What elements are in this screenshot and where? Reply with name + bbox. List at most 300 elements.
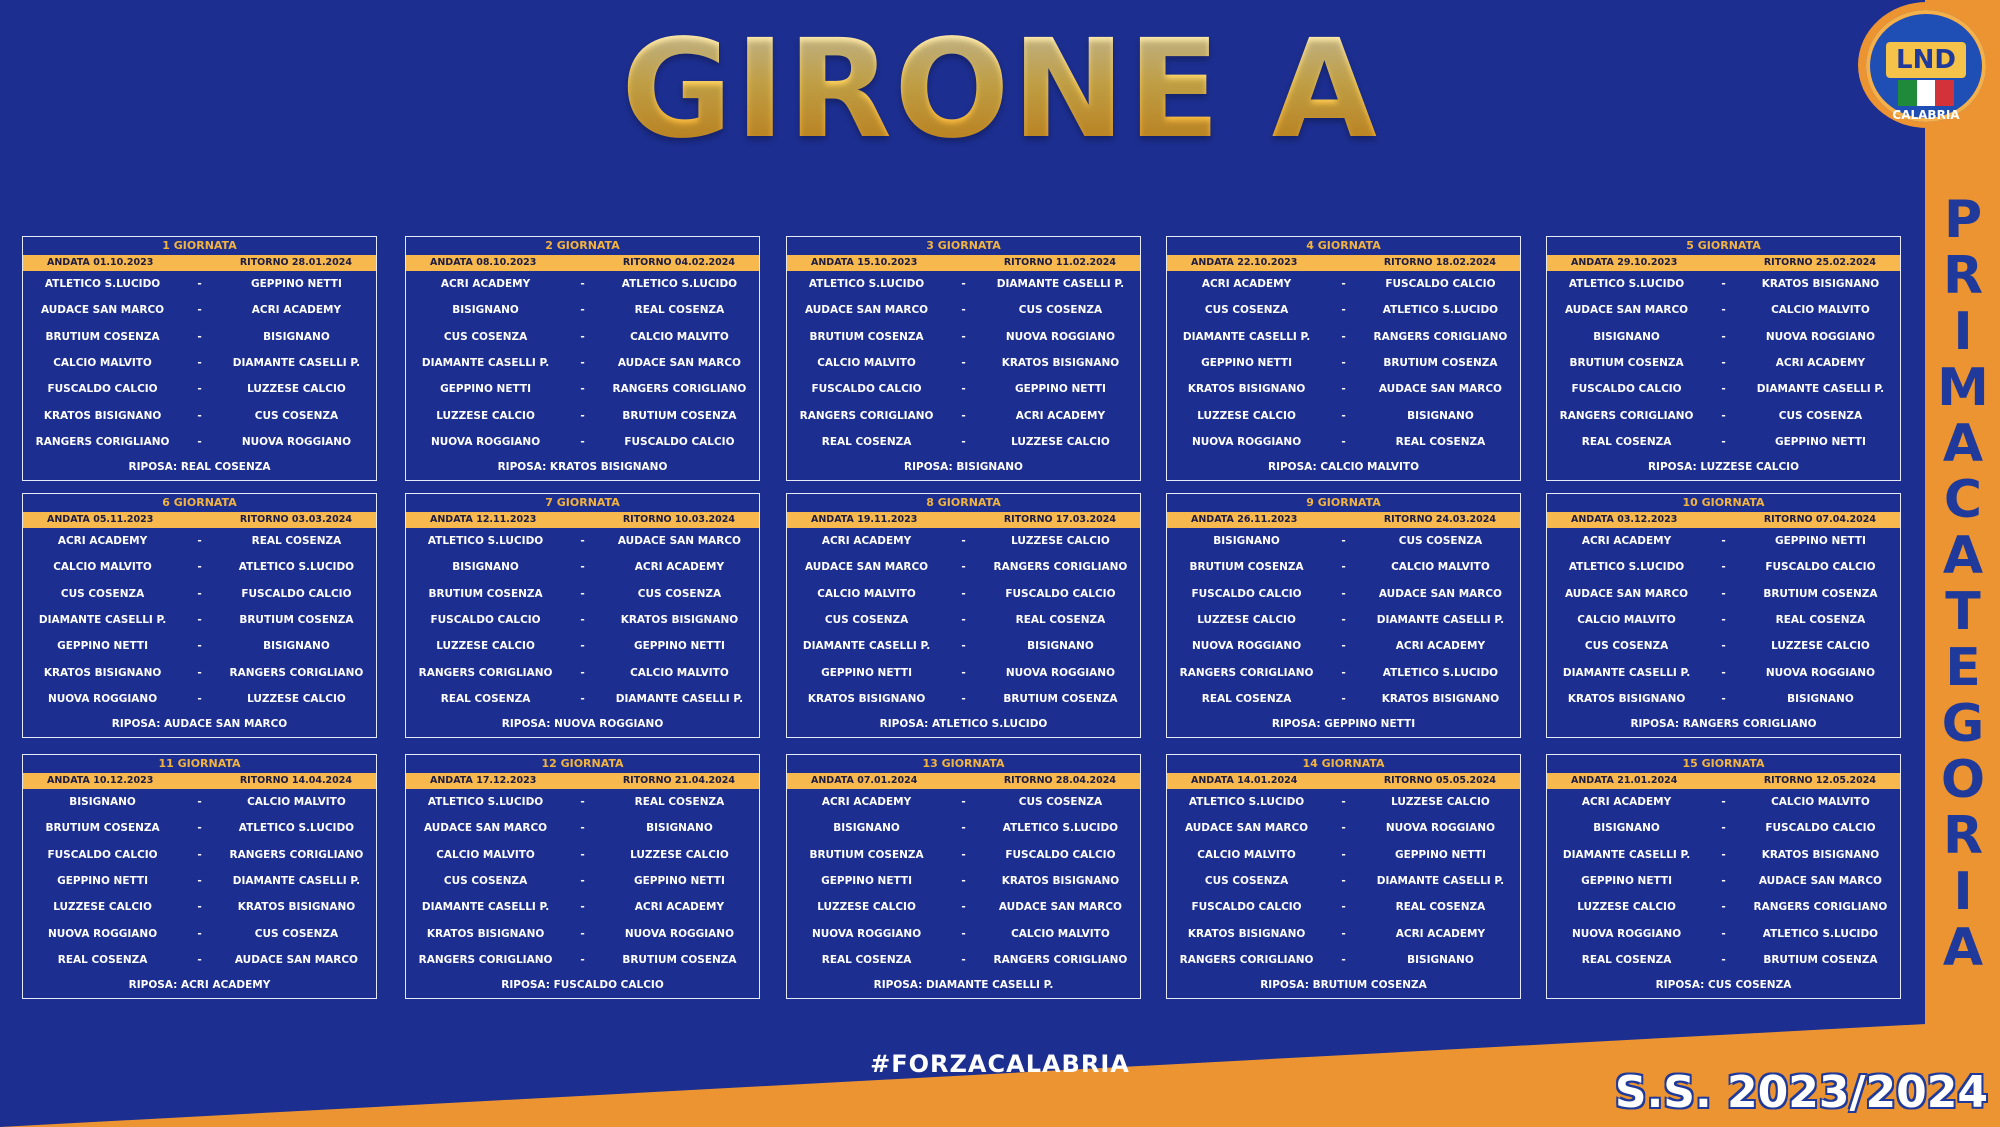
match-row [1167,920,1520,946]
match-row [23,350,376,376]
home-team: ACRI ACADEMY [1581,535,1672,548]
match-separator: - [1721,383,1726,396]
home-team: DIAMANTE CASELLI P. [421,357,550,370]
away-team: AUDACE SAN MARCO [998,901,1122,914]
home-team: BRUTIUM COSENZA [428,587,543,600]
home-team: CALCIO MALVITO [53,561,152,574]
side-title-letter: I [1953,302,1973,362]
round-title: 5 GIORNATA [1686,239,1761,252]
home-team: NUOVA ROGGIANO [47,692,158,705]
match-row [23,868,376,894]
match-row [406,815,759,841]
round-title: 10 GIORNATA [1682,496,1765,509]
match-row [23,607,376,633]
match-separator: - [1341,927,1346,940]
away-team: CUS COSENZA [637,587,722,600]
away-team: ATLETICO S.LUCIDO [1382,666,1499,679]
away-team: ATLETICO S.LUCIDO [621,278,738,291]
match-separator: - [580,278,585,291]
match-separator: - [1721,901,1726,914]
away-team: ATLETICO S.LUCIDO [1762,927,1879,940]
home-team: ATLETICO S.LUCIDO [427,535,544,548]
home-team: FUSCALDO CALCIO [47,383,158,396]
riposa-label: RIPOSA: AUDACE SAN MARCO [111,718,288,731]
match-row [1547,402,1900,428]
home-team: CALCIO MALVITO [1197,848,1296,861]
away-team: DIAMANTE CASELLI P. [232,875,361,888]
match-row [787,297,1140,323]
home-team: BRUTIUM COSENZA [45,822,160,835]
match-separator: - [1341,666,1346,679]
match-row [787,376,1140,402]
round-card [405,236,760,481]
match-separator: - [961,357,966,370]
round-dates [23,512,376,528]
away-team: KRATOS BISIGNANO [1001,875,1120,888]
away-team: ACRI ACADEMY [251,304,342,317]
match-separator: - [580,901,585,914]
match-row [787,429,1140,455]
match-separator: - [580,927,585,940]
riposa-label: RIPOSA: DIAMANTE CASELLI P. [873,979,1054,992]
ritorno-date: RITORNO 17.03.2024 [1003,514,1116,525]
ritorno-date: RITORNO 25.02.2024 [1763,257,1876,268]
riposa-label: RIPOSA: CUS COSENZA [1655,979,1792,992]
round-dates [1167,512,1520,528]
home-team: DIAMANTE CASELLI P. [1562,848,1691,861]
round-dates [1547,512,1900,528]
match-row [406,607,759,633]
home-team: BISIGNANO [1593,330,1660,343]
match-separator: - [580,587,585,600]
match-row [787,868,1140,894]
match-separator: - [580,822,585,835]
round-title: 6 GIORNATA [162,496,237,509]
match-row [1547,686,1900,712]
round-card [1166,754,1521,999]
home-team: RANGERS CORIGLIANO [418,953,553,966]
match-separator: - [1341,692,1346,705]
match-separator: - [197,383,202,396]
home-team: AUDACE SAN MARCO [1184,822,1309,835]
match-row [1167,842,1520,868]
match-row [787,842,1140,868]
match-row [787,815,1140,841]
match-separator: - [197,435,202,448]
home-team: REAL COSENZA [821,953,912,966]
match-row [787,789,1140,815]
match-row [23,581,376,607]
ritorno-date: RITORNO 28.04.2024 [1003,775,1116,786]
away-team: BISIGNANO [646,822,713,835]
match-row [1167,789,1520,815]
match-row [1547,324,1900,350]
match-row [23,633,376,659]
match-separator: - [580,692,585,705]
match-separator: - [197,927,202,940]
match-separator: - [961,614,966,627]
match-row [1547,376,1900,402]
home-team: REAL COSENZA [821,435,912,448]
match-separator: - [197,666,202,679]
side-title-letter: G [1941,694,1985,754]
round-title: 1 GIORNATA [162,239,237,252]
andata-date: ANDATA 05.11.2023 [47,514,154,525]
round-dates [406,773,759,789]
andata-date: ANDATA 03.12.2023 [1571,514,1678,525]
away-team: KRATOS BISIGNANO [1001,357,1120,370]
match-separator: - [197,278,202,291]
round-dates [787,773,1140,789]
match-row [406,789,759,815]
andata-date: ANDATA 10.12.2023 [47,775,154,786]
round-title: 12 GIORNATA [541,757,624,770]
match-row [23,429,376,455]
round-card [786,236,1141,481]
match-separator: - [580,383,585,396]
away-team: CUS COSENZA [254,927,339,940]
match-row [406,402,759,428]
match-separator: - [580,875,585,888]
match-row [1547,271,1900,297]
away-team: NUOVA ROGGIANO [1765,330,1876,343]
away-team: CALCIO MALVITO [1011,927,1110,940]
home-team: CUS COSENZA [1204,875,1289,888]
match-row [787,659,1140,685]
away-team: REAL COSENZA [1395,901,1486,914]
home-team: RANGERS CORIGLIANO [35,435,170,448]
away-team: BISIGNANO [263,640,330,653]
match-row [1547,528,1900,554]
away-team: GEPPINO NETTI [250,278,342,291]
away-team: FUSCALDO CALCIO [1005,587,1116,600]
home-team: NUOVA ROGGIANO [811,927,922,940]
match-separator: - [197,587,202,600]
home-team: REAL COSENZA [1581,435,1672,448]
match-separator: - [1721,435,1726,448]
match-row [787,554,1140,580]
home-team: ATLETICO S.LUCIDO [1568,561,1685,574]
home-team: ATLETICO S.LUCIDO [427,796,544,809]
home-team: REAL COSENZA [1581,953,1672,966]
andata-date: ANDATA 12.11.2023 [430,514,537,525]
away-team: KRATOS BISIGNANO [620,614,739,627]
match-row [787,402,1140,428]
ritorno-date: RITORNO 04.02.2024 [622,257,735,268]
andata-date: ANDATA 14.01.2024 [1191,775,1298,786]
away-team: CUS COSENZA [1398,535,1483,548]
away-team: FUSCALDO CALCIO [1385,278,1496,291]
match-separator: - [1721,875,1726,888]
home-team: CUS COSENZA [443,330,528,343]
home-team: BISIGNANO [1213,535,1280,548]
match-separator: - [1341,561,1346,574]
riposa-label: RIPOSA: BISIGNANO [904,461,1023,474]
ritorno-date: RITORNO 12.05.2024 [1763,775,1876,786]
ritorno-date: RITORNO 28.01.2024 [239,257,352,268]
match-row [406,324,759,350]
match-separator: - [197,901,202,914]
away-team: FUSCALDO CALCIO [624,435,735,448]
match-row [406,350,759,376]
match-row [1167,815,1520,841]
home-team: CUS COSENZA [824,614,909,627]
match-separator: - [1721,587,1726,600]
match-row [1547,894,1900,920]
match-separator: - [1341,278,1346,291]
match-separator: - [1721,535,1726,548]
round-dates [787,255,1140,271]
away-team: FUSCALDO CALCIO [241,587,352,600]
match-separator: - [961,953,966,966]
home-team: DIAMANTE CASELLI P. [38,614,167,627]
round-dates [406,255,759,271]
away-team: NUOVA ROGGIANO [1765,666,1876,679]
side-title-letter: E [1945,638,1981,698]
round-title: 14 GIORNATA [1302,757,1385,770]
match-row [787,324,1140,350]
ritorno-date: RITORNO 24.03.2024 [1383,514,1496,525]
round-dates [23,773,376,789]
home-team: ACRI ACADEMY [1201,278,1292,291]
ritorno-date: RITORNO 05.05.2024 [1383,775,1496,786]
match-row [1167,554,1520,580]
away-team: BISIGNANO [1407,409,1474,422]
ritorno-date: RITORNO 21.04.2024 [622,775,735,786]
match-separator: - [197,953,202,966]
away-team: CUS COSENZA [1018,796,1103,809]
round-card [786,493,1141,738]
home-team: AUDACE SAN MARCO [1564,587,1689,600]
ritorno-date: RITORNO 03.03.2024 [239,514,352,525]
home-team: ATLETICO S.LUCIDO [1188,796,1305,809]
away-team: REAL COSENZA [251,535,342,548]
match-separator: - [580,640,585,653]
andata-date: ANDATA 17.12.2023 [430,775,537,786]
andata-date: ANDATA 22.10.2023 [1191,257,1298,268]
away-team: BRUTIUM COSENZA [622,953,737,966]
match-row [1547,659,1900,685]
away-team: ACRI ACADEMY [1775,357,1866,370]
away-team: NUOVA ROGGIANO [1385,822,1496,835]
match-row [23,324,376,350]
side-title-letter: R [1942,806,1984,866]
match-separator: - [1721,927,1726,940]
away-team: REAL COSENZA [1395,435,1486,448]
match-row [23,815,376,841]
match-row [406,554,759,580]
hashtag: #FORZACALABRIA [870,1050,1130,1078]
match-row [406,581,759,607]
match-separator: - [580,848,585,861]
match-row [23,402,376,428]
home-team: ATLETICO S.LUCIDO [44,278,161,291]
away-team: RANGERS CORIGLIANO [1373,330,1508,343]
match-separator: - [1721,666,1726,679]
home-team: GEPPINO NETTI [440,383,531,396]
away-team: RANGERS CORIGLIANO [993,561,1128,574]
match-row [1167,894,1520,920]
match-separator: - [961,796,966,809]
away-team: BRUTIUM COSENZA [1003,692,1118,705]
away-team: LUZZESE CALCIO [247,692,346,705]
home-team: KRATOS BISIGNANO [43,666,162,679]
home-team: RANGERS CORIGLIANO [1179,666,1314,679]
match-row [1167,429,1520,455]
home-team: AUDACE SAN MARCO [1564,304,1689,317]
match-row [1167,607,1520,633]
ritorno-date: RITORNO 07.04.2024 [1763,514,1876,525]
match-row [1547,297,1900,323]
match-separator: - [961,848,966,861]
andata-date: ANDATA 07.01.2024 [811,775,918,786]
ritorno-date: RITORNO 14.04.2024 [239,775,352,786]
andata-date: ANDATA 26.11.2023 [1191,514,1298,525]
match-row [23,376,376,402]
home-team: BISIGNANO [452,304,519,317]
match-row [787,528,1140,554]
match-row [23,528,376,554]
ritorno-date: RITORNO 10.03.2024 [622,514,735,525]
match-separator: - [197,848,202,861]
home-team: CALCIO MALVITO [817,587,916,600]
round-card [22,493,377,738]
away-team: DIAMANTE CASELLI P. [232,357,361,370]
side-title-letter: A [1942,526,1984,586]
home-team: BRUTIUM COSENZA [809,848,924,861]
home-team: AUDACE SAN MARCO [804,304,929,317]
ritorno-date: RITORNO 18.02.2024 [1383,257,1496,268]
away-team: GEPPINO NETTI [1774,535,1866,548]
match-separator: - [1721,692,1726,705]
home-team: KRATOS BISIGNANO [1187,927,1306,940]
round-card [22,236,377,481]
away-team: ACRI ACADEMY [1395,640,1486,653]
home-team: RANGERS CORIGLIANO [418,666,553,679]
match-row [1167,528,1520,554]
side-title-letter: P [1943,190,1983,250]
away-team: LUZZESE CALCIO [1771,640,1870,653]
ritorno-date: RITORNO 11.02.2024 [1003,257,1116,268]
match-row [23,920,376,946]
match-row [406,894,759,920]
match-separator: - [1341,901,1346,914]
match-separator: - [1341,614,1346,627]
match-row [406,842,759,868]
away-team: KRATOS BISIGNANO [1381,692,1500,705]
riposa-label: RIPOSA: KRATOS BISIGNANO [497,461,668,474]
away-team: CALCIO MALVITO [1771,796,1870,809]
match-separator: - [580,409,585,422]
match-separator: - [197,614,202,627]
away-team: DIAMANTE CASELLI P. [996,278,1125,291]
home-team: AUDACE SAN MARCO [423,822,548,835]
match-separator: - [1341,383,1346,396]
away-team: KRATOS BISIGNANO [1761,278,1880,291]
match-row [23,686,376,712]
away-team: AUDACE SAN MARCO [617,357,741,370]
match-row [1547,607,1900,633]
match-separator: - [961,304,966,317]
away-team: REAL COSENZA [634,304,725,317]
home-team: FUSCALDO CALCIO [430,614,541,627]
andata-date: ANDATA 15.10.2023 [811,257,918,268]
away-team: GEPPINO NETTI [1014,383,1106,396]
away-team: FUSCALDO CALCIO [1765,561,1876,574]
side-title-letter: I [1953,862,1973,922]
away-team: CALCIO MALVITO [1771,304,1870,317]
home-team: FUSCALDO CALCIO [1571,383,1682,396]
match-separator: - [1341,357,1346,370]
away-team: RANGERS CORIGLIANO [229,666,364,679]
riposa-label: RIPOSA: LUZZESE CALCIO [1647,461,1800,474]
home-team: ATLETICO S.LUCIDO [808,278,925,291]
away-team: FUSCALDO CALCIO [1005,848,1116,861]
match-row [406,659,759,685]
match-row [787,947,1140,973]
match-separator: - [1341,796,1346,809]
home-team: DIAMANTE CASELLI P. [1182,330,1311,343]
home-team: RANGERS CORIGLIANO [1179,953,1314,966]
away-team: ATLETICO S.LUCIDO [1382,304,1499,317]
match-row [406,868,759,894]
away-team: AUDACE SAN MARCO [234,953,358,966]
match-row [1167,271,1520,297]
home-team: LUZZESE CALCIO [53,901,152,914]
away-team: BISIGNANO [1787,692,1854,705]
match-row [1167,402,1520,428]
round-title: 4 GIORNATA [1306,239,1381,252]
match-row [1167,297,1520,323]
home-team: GEPPINO NETTI [57,640,148,653]
match-separator: - [580,614,585,627]
round-title: 13 GIORNATA [922,757,1005,770]
match-row [1167,350,1520,376]
match-separator: - [197,822,202,835]
round-title: 11 GIORNATA [158,757,241,770]
andata-date: ANDATA 21.01.2024 [1571,775,1678,786]
riposa-label: RIPOSA: ATLETICO S.LUCIDO [879,718,1048,731]
home-team: DIAMANTE CASELLI P. [1562,666,1691,679]
home-team: DIAMANTE CASELLI P. [802,640,931,653]
match-separator: - [961,409,966,422]
away-team: DIAMANTE CASELLI P. [1756,383,1885,396]
home-team: NUOVA ROGGIANO [430,435,541,448]
match-separator: - [961,666,966,679]
home-team: FUSCALDO CALCIO [1191,587,1302,600]
match-row [23,947,376,973]
round-title: 8 GIORNATA [926,496,1001,509]
away-team: DIAMANTE CASELLI P. [1376,614,1505,627]
match-row [787,350,1140,376]
away-team: BISIGNANO [1027,640,1094,653]
riposa-label: RIPOSA: RANGERS CORIGLIANO [1630,718,1817,731]
away-team: LUZZESE CALCIO [1011,435,1110,448]
away-team: GEPPINO NETTI [633,640,725,653]
riposa-label: RIPOSA: FUSCALDO CALCIO [501,979,664,992]
away-team: REAL COSENZA [634,796,725,809]
away-team: BRUTIUM COSENZA [622,409,737,422]
match-separator: - [1341,304,1346,317]
side-title-letter: C [1943,470,1983,530]
away-team: LUZZESE CALCIO [1391,796,1490,809]
home-team: LUZZESE CALCIO [436,409,535,422]
home-team: KRATOS BISIGNANO [1187,383,1306,396]
away-team: KRATOS BISIGNANO [237,901,356,914]
away-team: BRUTIUM COSENZA [1383,357,1498,370]
match-separator: - [1721,330,1726,343]
home-team: BISIGNANO [1593,822,1660,835]
